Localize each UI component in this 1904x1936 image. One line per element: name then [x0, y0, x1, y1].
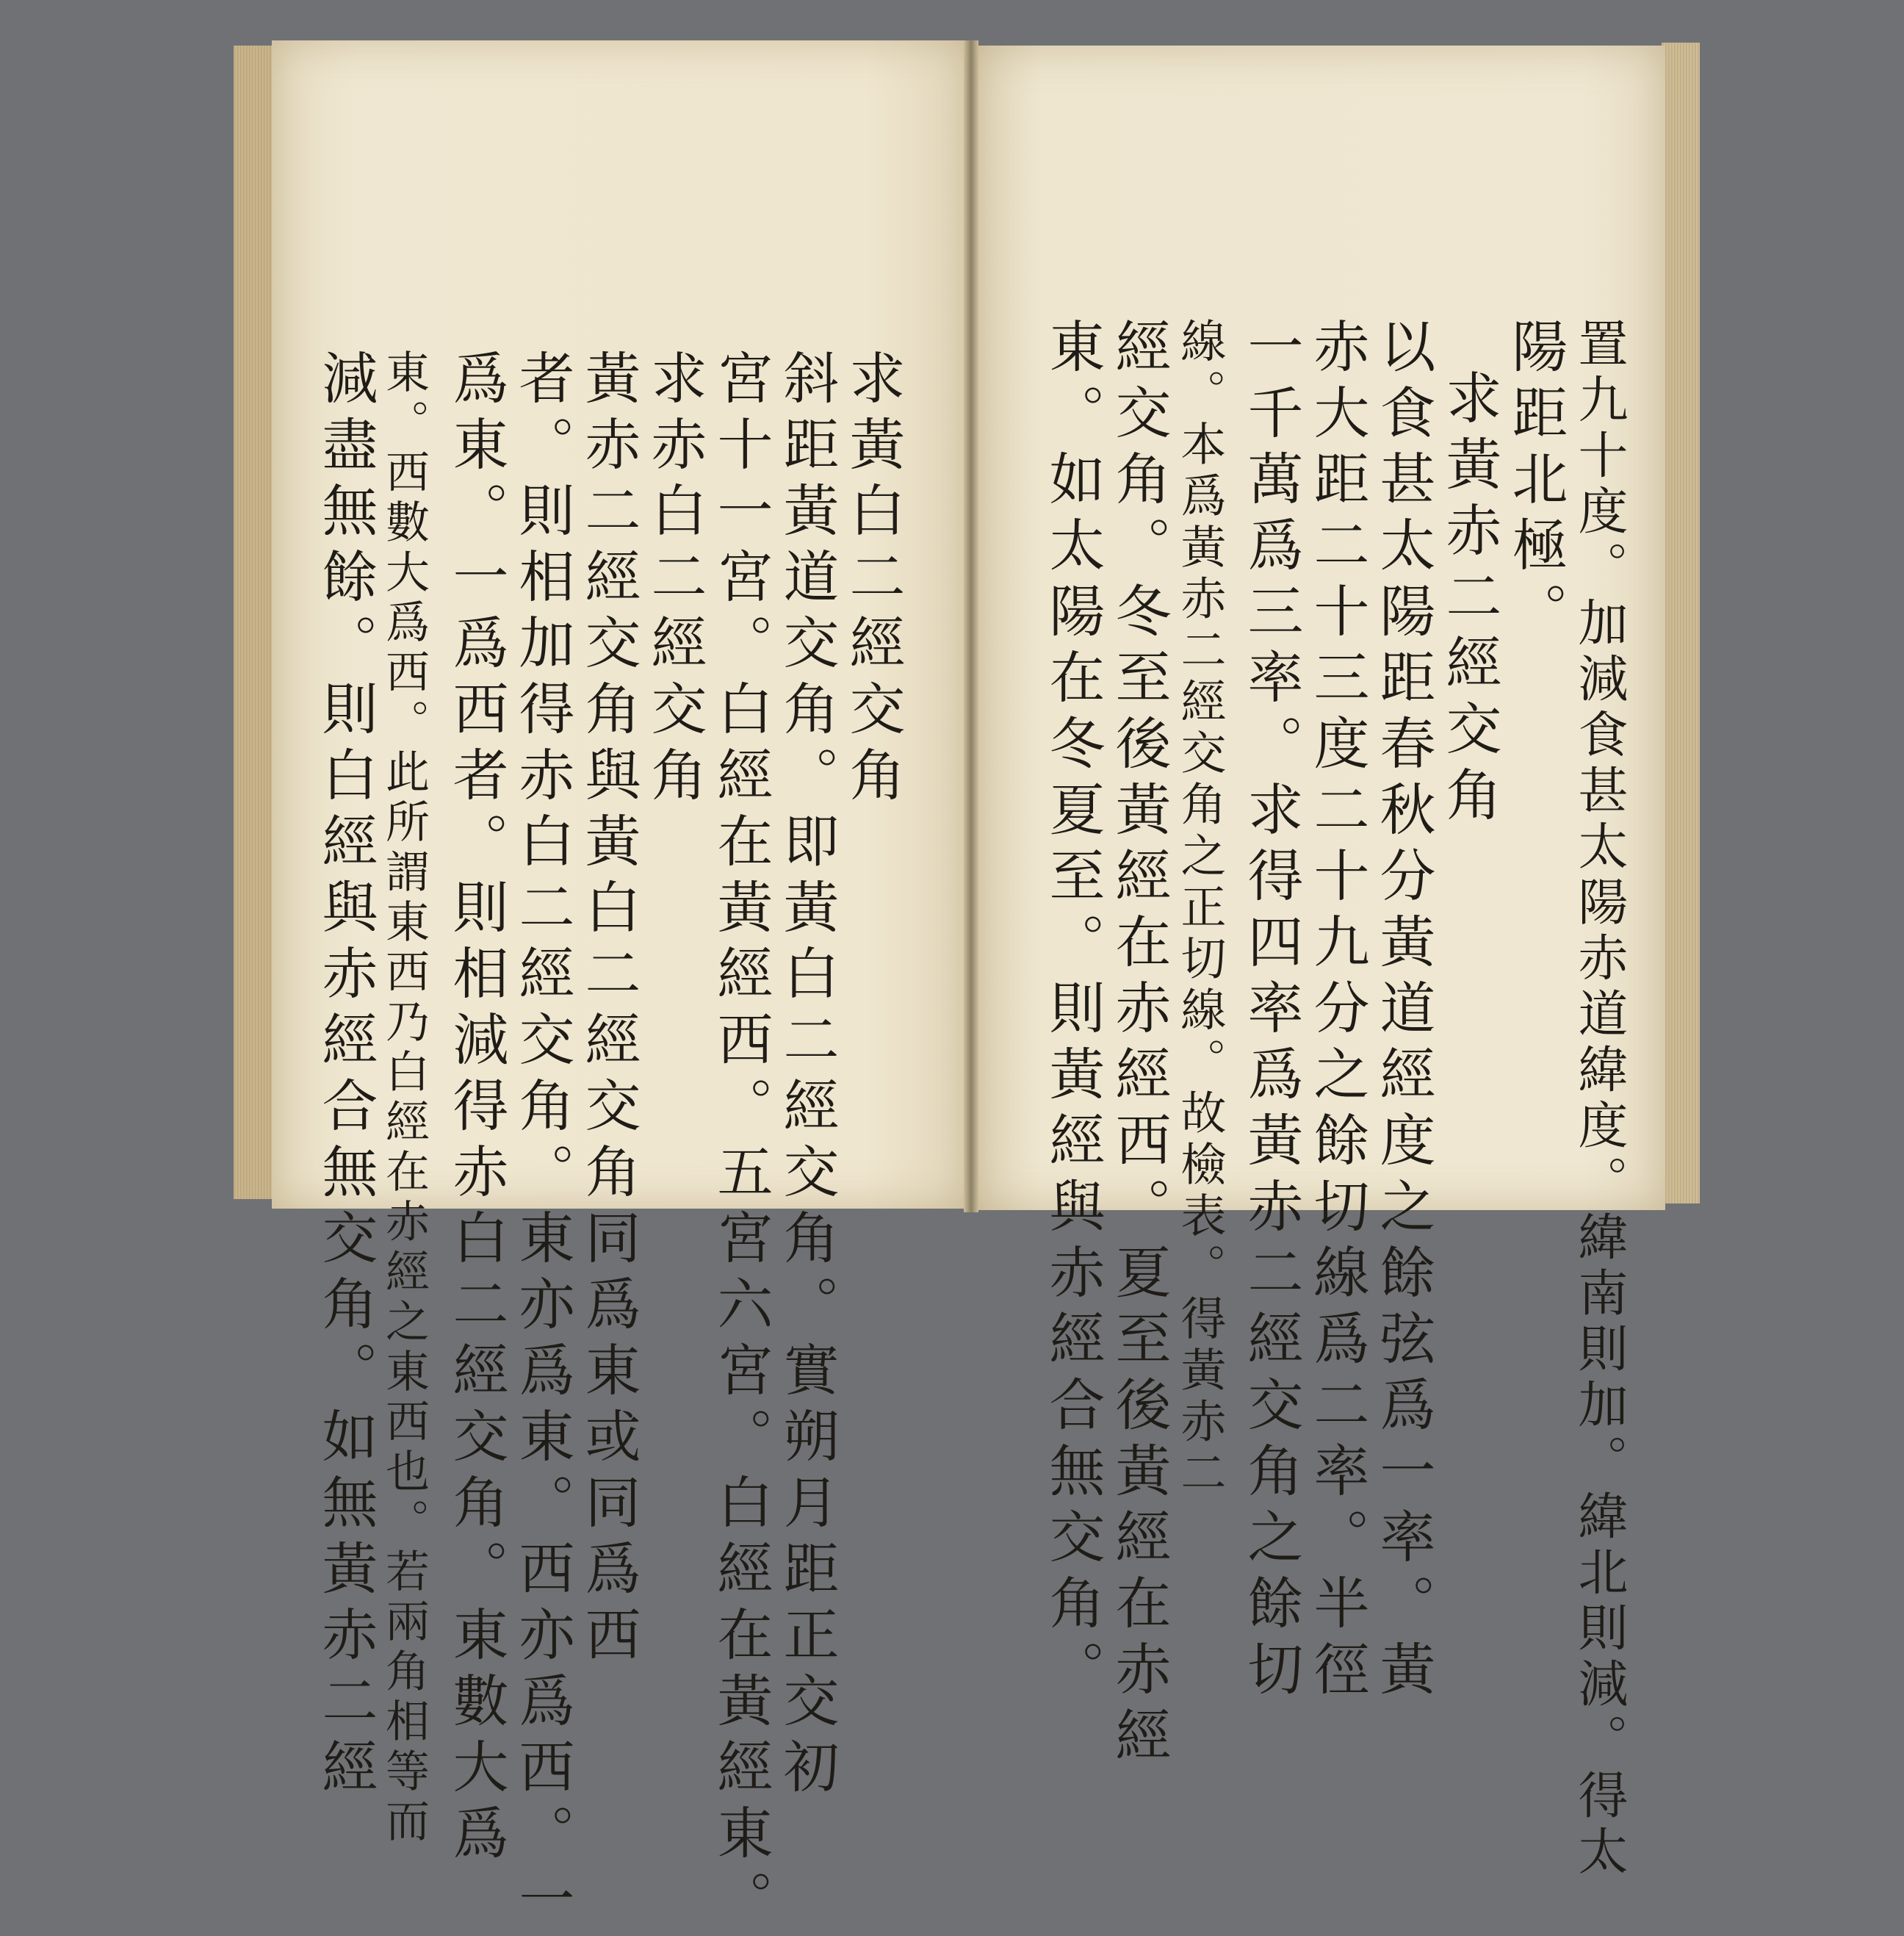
right-page-edges	[1662, 43, 1700, 1203]
right-page	[971, 46, 1665, 1881]
left-column-7: 爲東。一爲西者。則相減得赤白二經交角。東數大爲	[444, 349, 509, 1870]
left-column-6: 者。則相加得赤白二經交角。東亦爲東。西亦爲西。一	[510, 349, 575, 1936]
right-column-5: 赤大距二十三度二十九分之餘切線爲二率。半徑	[1305, 317, 1370, 1706]
right-column-7: 線。本爲黃赤二經交角之正切線。故檢表。得黃赤二	[1173, 317, 1227, 1500]
right-column-4: 以食甚太陽距春秋分黃道經度之餘弦爲一率。黃	[1371, 317, 1436, 1706]
left-page	[272, 40, 970, 1936]
book-gutter	[964, 40, 978, 1212]
left-page-edges	[234, 46, 275, 1199]
left-column-4: 求赤白二經交角	[642, 349, 707, 812]
right-column-6: 一千萬爲三率。求得四率爲黃赤二經交角之餘切	[1238, 317, 1304, 1706]
left-column-5: 黃赤二經交角與黃白二經交角同爲東或同爲西	[576, 349, 641, 1671]
left-column-1: 求黃白二經交角	[840, 349, 906, 812]
left-column-8: 東。西數大爲西。此所謂東西乃白經在赤經之東西也。若兩角相等而	[378, 349, 430, 1848]
left-column-9: 減盡無餘。則白經與赤經合無交角。如無黃赤二經	[313, 349, 378, 1804]
left-column-2: 斜距黃道交角。即黃白二經交角。實朔月距正交初	[774, 349, 840, 1804]
right-column-3: 求黃赤二經交角	[1437, 369, 1502, 832]
right-column-2: 陽距北極。	[1503, 317, 1568, 648]
left-column-3: 宮十一宮。白經在黃經西。五宮六宮。白經在黃經東。	[708, 349, 774, 1936]
right-column-1: 置九十度。加減食甚太陽赤道緯度。緯南則加。緯北則減。得太	[1570, 317, 1628, 1881]
right-column-8: 經交角。冬至後黃經在赤經西。夏至後黃經在赤經	[1106, 317, 1172, 1772]
right-column-9: 東。如太陽在冬夏至。則黃經與赤經合無交角。	[1040, 317, 1106, 1706]
